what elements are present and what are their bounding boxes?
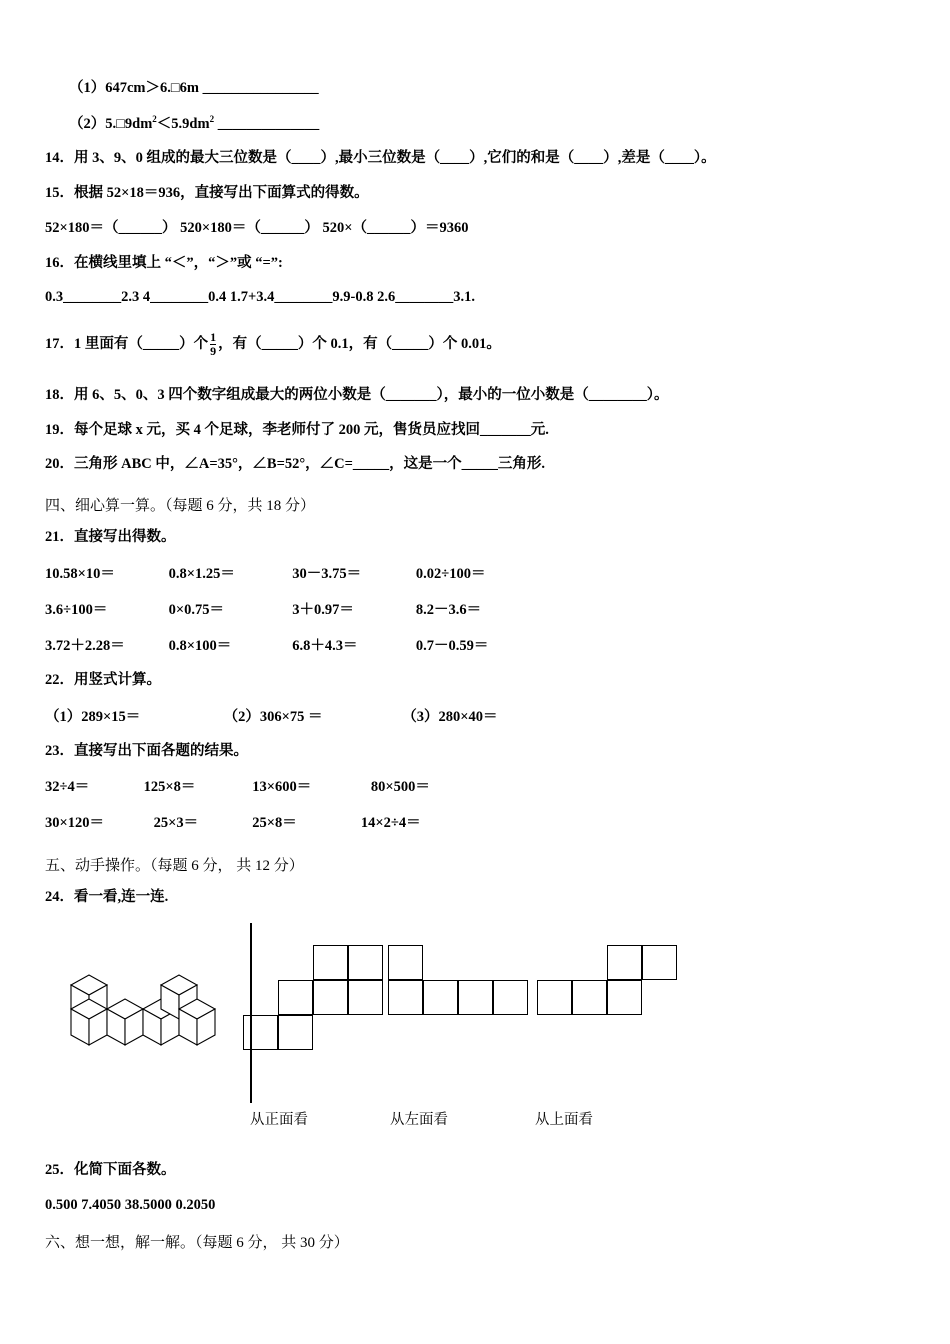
calc-item: 0×0.75＝ <box>168 601 225 618</box>
grid-cell <box>642 945 677 980</box>
grid-cell <box>278 980 313 1015</box>
question-22: 22．用竖式计算。 <box>45 671 161 688</box>
q17-post: ，有（_____）个 0.1，有（_____）个 0.01。 <box>218 336 501 353</box>
question-16-body: 0.3________2.3 4________0.4 1.7+3.4________9.9‑0.8 2.6________3.1. <box>45 289 475 306</box>
calc-item: 0.8×1.25＝ <box>168 565 235 582</box>
question-13-1: （1）647cm＞6.□6m ________________ <box>69 80 319 96</box>
calc-item: 13×600＝ <box>252 779 312 796</box>
question-18: 18．用 6、5、0、3 四个数字组成最大的两位小数是（_______），最小的一位小数是（________）。 <box>45 386 669 403</box>
calc-item: 25×3＝ <box>153 815 199 832</box>
isometric-solid-figure <box>55 963 235 1083</box>
grid-cell <box>458 980 493 1015</box>
question-24: 24．看一看,连一连. <box>45 889 169 906</box>
calc-item: 0.02÷100＝ <box>415 565 486 582</box>
calc-item: （2）306×75 ＝ <box>223 708 323 725</box>
calc-item: 14×2÷4＝ <box>360 815 421 832</box>
question-20: 20．三角形 ABC 中，∠A=35°，∠B=52°，∠C=_____，这是一个_____三角形. <box>45 456 545 473</box>
calc-item: 3.6÷100＝ <box>45 601 108 618</box>
section-5-heading: 五、动手操作。（每题 6 分， 共 12 分） <box>45 858 304 875</box>
grid-cell <box>607 980 642 1015</box>
q13-2-post: ______________ <box>214 115 320 132</box>
grid-cell <box>313 945 348 980</box>
calc-item: 6.8＋4.3＝ <box>292 637 358 654</box>
calc-item: 10.58×10＝ <box>45 565 115 582</box>
calc-item: 3＋0.97＝ <box>292 601 354 618</box>
calc-item: 3.72＋2.28＝ <box>45 637 125 654</box>
question-16: 16．在横线里填上 “＜”，“＞”或 “=”: <box>45 254 283 271</box>
label-left-view: 从左面看 <box>390 1112 448 1129</box>
question-23-row-2 <box>45 811 905 832</box>
grid-cell <box>313 980 348 1015</box>
question-19: 19．每个足球 x 元，买 4 个足球，李老师付了 200 元，售货员应找回_______元. <box>45 421 549 438</box>
label-front-view: 从正面看 <box>250 1112 308 1129</box>
question-25-body: 0.500 7.4050 38.5000 0.2050 <box>45 1196 216 1213</box>
calc-item: 30－3.75＝ <box>292 565 362 582</box>
calc-item: 0.8×100＝ <box>168 637 232 654</box>
fraction-one-ninth <box>210 331 216 359</box>
vertical-divider <box>250 923 252 1103</box>
question-23: 23．直接写出下面各题的结果。 <box>45 742 248 759</box>
grid-cell <box>243 1015 278 1050</box>
question-22-body <box>45 705 905 726</box>
grid-cell <box>348 980 383 1015</box>
q13-2-mid: ＜5.9dm <box>156 115 210 132</box>
question-13-2 <box>69 113 905 136</box>
grid-cell <box>423 980 458 1015</box>
question-21-row-1 <box>45 562 905 583</box>
fraction-denominator: 9 <box>210 344 217 359</box>
question-21: 21．直接写出得数。 <box>45 529 176 546</box>
figure-area-views <box>45 923 905 1138</box>
question-25: 25．化简下面各数。 <box>45 1162 176 1179</box>
question-21-row-3 <box>45 634 905 655</box>
grid-cell <box>348 945 383 980</box>
q17-pre: 17．1 里面有（_____）个 <box>45 336 209 353</box>
calc-item: 8.2－3.6＝ <box>415 601 482 618</box>
q13-2-pre: （2）5.□9dm <box>69 115 153 132</box>
calc-item: 125×8＝ <box>143 779 196 796</box>
question-21-row-2 <box>45 598 905 619</box>
grid-cell <box>572 980 607 1015</box>
q13-2-sup1: 2 <box>152 113 157 124</box>
grid-cell <box>493 980 528 1015</box>
question-15-body: 52×180＝（______） 520×180＝（______） 520×（______）＝9360 <box>45 219 469 236</box>
grid-cell <box>388 945 423 980</box>
grid-cell <box>278 1015 313 1050</box>
fraction-numerator: 1 <box>210 330 217 345</box>
question-23-row-1 <box>45 775 905 796</box>
section-6-heading: 六、想一想，解一解。（每题 6 分， 共 30 分） <box>45 1234 349 1251</box>
calc-item: （1）289×15＝ <box>45 708 141 725</box>
calc-item: （3）280×40＝ <box>402 708 498 725</box>
grid-cell <box>388 980 423 1015</box>
calc-item: 32÷4＝ <box>45 779 90 796</box>
calc-item: 30×120＝ <box>45 815 105 832</box>
question-14: 14．用 3、9、0 组成的最大三位数是（____）,最小三位数是（____）,它们的和是（____）,差是（____）。 <box>45 150 716 167</box>
grid-cell <box>537 980 572 1015</box>
calc-item: 25×8＝ <box>252 815 297 832</box>
grid-cell <box>607 945 642 980</box>
section-4-heading: 四、细心算一算。（每题 6 分，共 18 分） <box>45 498 316 515</box>
label-top-view: 从上面看 <box>535 1112 593 1129</box>
calc-item: 80×500＝ <box>370 779 430 796</box>
question-17 <box>45 331 905 359</box>
page-content <box>45 78 905 1264</box>
question-15: 15．根据 52×18＝936，直接写出下面算式的得数。 <box>45 185 369 202</box>
calc-item: 0.7－0.59＝ <box>415 637 489 654</box>
q13-2-sup2: 2 <box>209 113 215 124</box>
